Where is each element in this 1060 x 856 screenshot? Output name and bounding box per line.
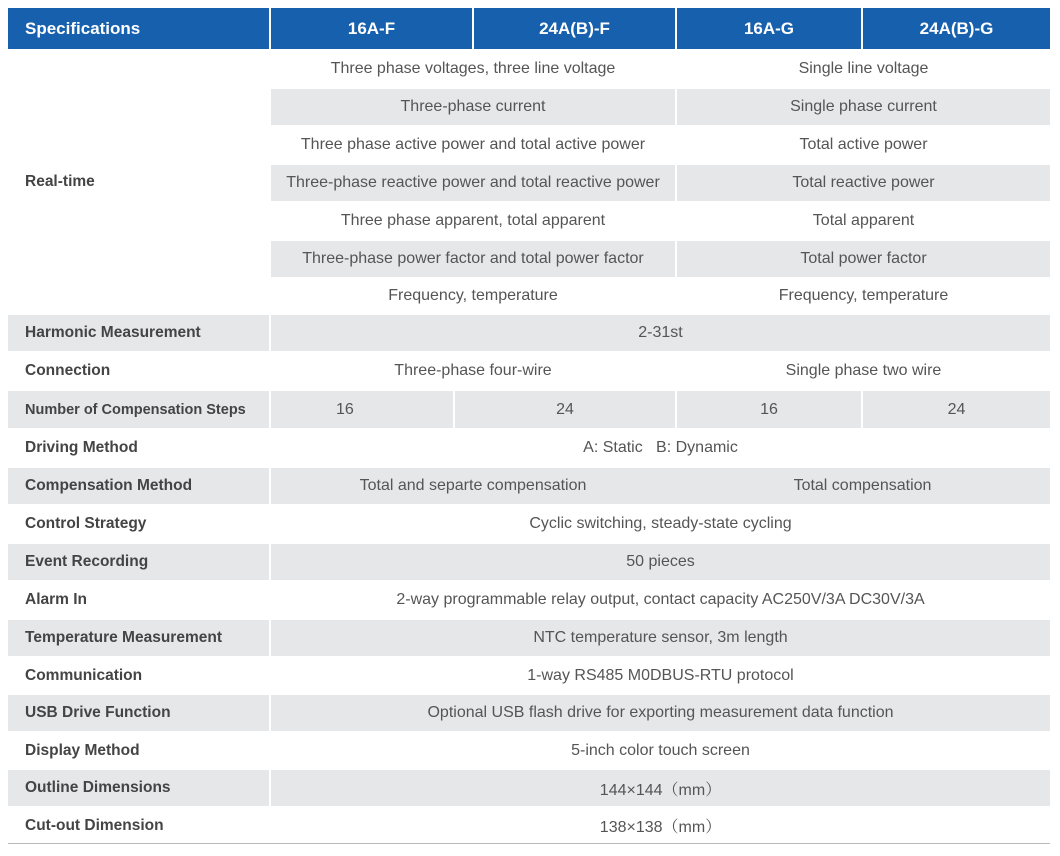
realtime-voltage-g: Single line voltage: [798, 60, 929, 77]
label-real-time: Real-time: [25, 172, 95, 190]
realtime-current-f: Three-phase current: [271, 89, 675, 125]
connection-g: Single phase two wire: [785, 362, 942, 379]
label-alarm-in: Alarm In: [25, 591, 88, 608]
driving-value: A: Static B: Dynamic: [583, 439, 738, 456]
header-24ab-g: 24A(B)-G: [863, 8, 1050, 49]
realtime-power-factor-f: Three-phase power factor and total power factor: [271, 241, 675, 277]
label-communication: Communication: [25, 667, 143, 684]
realtime-frequency-g: Frequency, temperature: [778, 286, 949, 304]
event-value: 50 pieces: [271, 544, 1050, 580]
steps-24ab-f: 24: [455, 391, 675, 428]
header-16a-g: 16A-G: [677, 8, 861, 49]
compensation-f: Total and separte compensation: [271, 468, 675, 504]
realtime-reactive-power-f: Three-phase reactive power and total reactive power: [271, 165, 675, 201]
cutout-value: 138×138（mm）: [599, 819, 722, 836]
realtime-reactive-power-g: Total reactive power: [677, 165, 1050, 201]
steps-24ab-g: 24: [863, 391, 1050, 428]
label-event-recording: Event Recording: [8, 544, 269, 580]
realtime-apparent-g: Total apparent: [812, 212, 915, 229]
label-display-method: Display Method: [25, 742, 140, 759]
communication-value: 1-way RS485 M0DBUS-RTU protocol: [527, 667, 794, 684]
label-harmonic-measurement: Harmonic Measurement: [8, 315, 269, 351]
realtime-active-power-g: Total active power: [799, 136, 928, 153]
header-24ab-f: 24A(B)-F: [474, 8, 675, 49]
realtime-apparent-f: Three phase apparent, total apparent: [340, 212, 606, 229]
table-bottom-border: [8, 843, 1050, 844]
realtime-active-power-f: Three phase active power and total active power: [300, 136, 646, 153]
label-connection: Connection: [25, 362, 111, 379]
label-compensation-method: Compensation Method: [8, 468, 269, 504]
label-control-strategy: Control Strategy: [25, 515, 147, 532]
header-16a-f: 16A-F: [271, 8, 472, 49]
steps-16a-f: 16: [271, 391, 453, 428]
label-compensation-steps: Number of Compensation Steps: [8, 391, 269, 428]
realtime-current-g: Single phase current: [677, 89, 1050, 125]
realtime-power-factor-g: Total power factor: [677, 241, 1050, 277]
harmonic-value: 2-31st: [271, 315, 1050, 351]
temperature-value: NTC temperature sensor, 3m length: [271, 620, 1050, 656]
control-value: Cyclic switching, steady-state cycling: [529, 515, 792, 532]
label-outline-dimensions: Outline Dimensions: [8, 770, 269, 806]
label-driving-method: Driving Method: [25, 439, 138, 456]
compensation-g: Total compensation: [675, 468, 1050, 504]
realtime-voltage-f: Three phase voltages, three line voltage: [330, 60, 616, 77]
header-specifications: Specifications: [8, 8, 269, 49]
connection-f: Three-phase four-wire: [394, 362, 552, 379]
steps-16a-g: 16: [677, 391, 861, 428]
label-cutout-dimension: Cut-out Dimension: [25, 816, 164, 834]
alarm-value: 2-way programmable relay output, contact capacity AC250V/3A DC30V/3A: [396, 591, 925, 608]
label-usb-drive-function: USB Drive Function: [8, 695, 269, 731]
realtime-frequency-f: Frequency, temperature: [388, 286, 558, 304]
display-value: 5-inch color touch screen: [571, 742, 750, 759]
outline-value: 144×144（mm）: [271, 770, 1050, 806]
usb-value: Optional USB flash drive for exporting measurement data function: [271, 695, 1050, 731]
label-temperature-measurement: Temperature Measurement: [8, 620, 269, 656]
